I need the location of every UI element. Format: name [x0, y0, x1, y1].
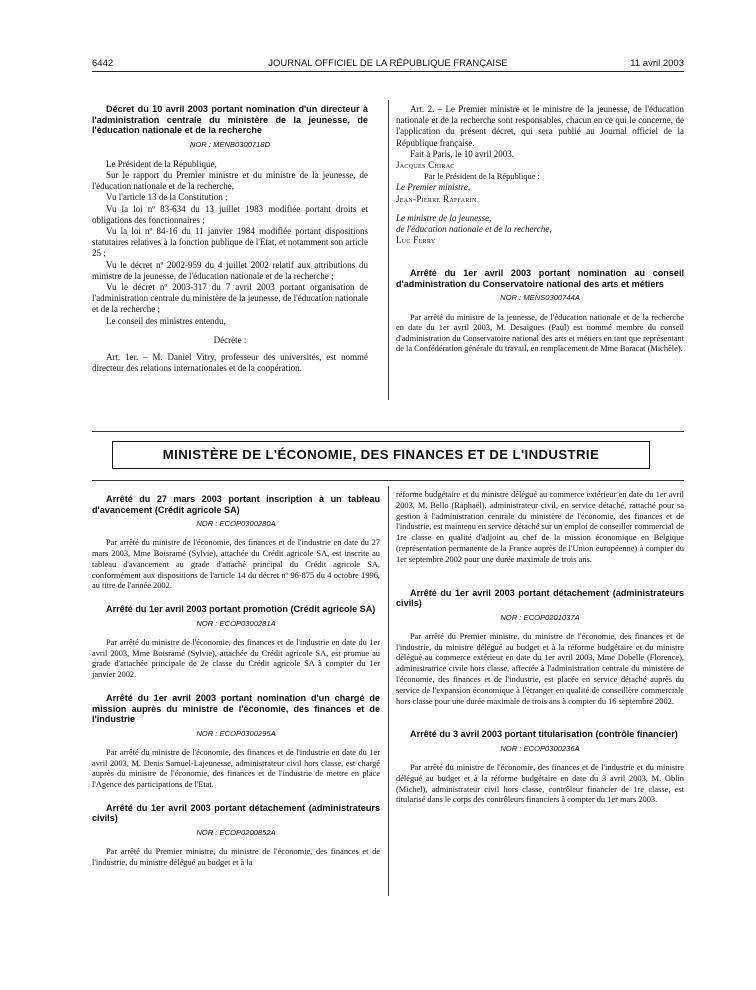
section-rule-top: [92, 431, 684, 432]
arrete-title: Arrêté du 1er avril 2003 portant détachement (administrateurs civils): [396, 587, 684, 609]
arrete-nor: [92, 518, 380, 529]
decret-paragraph: Vu le décret nº 2002-959 du 4 juillet 2002 relatif aux attributions du ministre de la jeunesse, de l'éducation nationale et de la recherche ;: [92, 259, 368, 281]
arrete-body: Par arrêté du Premier ministre, du ministre de l'économie, des finances et de l'industrie, du ministre délégué au budget et à la réforme budgétaire et du ministre délégué au commerce extérieur en date du 1er avril 2003, Mme Dobelle (Florence), administratrice civile hors classe, affectée à l'administration centrale du ministère de l'économie, des finances et de l'industrie, est placée en service détaché auprès du service de l'expansion économique à l'étranger en qualité de conseillère commerciale hors classe pour une durée maximale de trois ans à compter du 16 septembre 2002.: [396, 631, 684, 706]
arrete-nor: [92, 827, 380, 838]
ministre-label-line2: de l'éducation nationale et de la recherche,: [396, 224, 552, 235]
bottom-right-column: [396, 490, 684, 806]
arrete-title: Arrêté du 3 avril 2003 portant titularisation (contrôle financier): [410, 729, 678, 740]
decret-paragraph: Le Président de la République,: [106, 158, 217, 169]
decret-column: [92, 104, 368, 374]
arrete-body: Par arrêté du ministre de l'économie, des finances et de l'industrie en date du 1er avril 2003, M. Denis Samuel-Lajeunesse, administrateur civil hors classe, est chargé auprès du ministre de l'économie, des finances et de l'industrie de mettre en place l'Agence des participations de l'Etat.: [92, 747, 380, 790]
arrete-nor-text: NOR : ECOP0200852A: [196, 827, 276, 837]
arrete-continuation: réforme budgétaire et du ministre délégué au commerce extérieur en date du 1er avril 2003, M. Bello (Raphaël), administrateur civil, en service détaché, rattaché pour sa gestion à l'administration centrale du ministère de l'économie, des finances et de l'industrie, est maintenu en service détaché sur un emploi de conseiller commercial de 1re classe en qualité d'adjoint au chef de la mission économique en Belgique (représentation permanente de la France auprès de l'Union européenne) à compter du 1er septembre 2002 pour une durée maximale de trois ans.: [396, 490, 684, 564]
arrete-conservatoire-nor: [396, 292, 684, 303]
decret-nor: [92, 139, 368, 150]
signature-president: Jacques Chirac: [396, 160, 455, 171]
bottom-left-column: [92, 494, 380, 869]
premier-ministre-name: Jean-Pierre Raffarin: [396, 193, 477, 204]
premier-ministre-label: Le Premier ministre,: [396, 182, 471, 193]
arrete-nor-text: NOR : ECOP0300236A: [500, 743, 580, 753]
arrete-nor-text: NOR : ECOP0300281A: [196, 618, 276, 628]
column-divider-bottom: [388, 486, 389, 896]
arrete-title: Arrêté du 1er avril 2003 portant promotion (Crédit agricole SA): [106, 604, 376, 615]
arrete-nor: [92, 618, 380, 629]
decret-paragraph: Le conseil des ministres entendu,: [106, 315, 226, 326]
arrete-body: Par arrêté du ministre de l'économie, des finances et de l'industrie en date du 1er avril 2003, Mme Boisramé (Sylvie), attachée du Crédit agricole SA, est promue au grade d'attachée principale de 2e classe du Crédit agricole SA à compter du 1er janvier 2002.: [92, 637, 380, 680]
arrete-conservatoire-title: Arrêté du 1er avril 2003 portant nomination au conseil d'administration du Conservatoire national des arts et métiers: [396, 268, 684, 289]
decret-continuation-column: [396, 104, 684, 355]
issue-date: 11 avril 2003: [630, 58, 684, 69]
page-header: [92, 58, 684, 72]
arrete-body: Par arrêté du ministre de l'économie, des finances et de l'industrie et du ministre délégué au budget et à la réforme budgétaire en date du 3 avril 2003, M. Oblin (Michel), administrateur civil hors classe, contrôleur financier de 1re classe, est titularisé dans le corps des contrôleurs financiers à compter du 1er mars 2003.: [396, 763, 684, 805]
decret-paragraph: Vu la loi nº 84-16 du 11 janvier 1984 modifiée portant dispositions statutaires relatives à la fonction publique de l'Etat, et notamment son article 25 ;: [92, 225, 368, 259]
arrete-body: Par arrêté du ministre de l'économie, des finances et de l'industrie en date du 27 mars 2003, Mme Boisramé (Sylvie), attachée du Crédit agricole SA, est inscrite au tableau d'avancement au grade d'attaché principal du Crédit agricole SA, conformément aux dispositions de l'article 14 du décret nº 96-875 du 4 octobre 1996, au titre de l'année 2002.: [92, 538, 380, 591]
arrete-nor: [92, 728, 380, 739]
arrete-title: Arrêté du 27 mars 2003 portant inscription à un tableau d'avancement (Crédit agricole SA): [92, 494, 380, 515]
decrete: Décrète :: [213, 334, 247, 345]
arrete-nor-text: NOR : ECOP0201037A: [500, 612, 580, 622]
section-rule-bottom: [92, 480, 684, 481]
journal-title: JOURNAL OFFICIEL DE LA RÉPUBLIQUE FRANÇAISE: [268, 58, 508, 69]
decret-paragraph: Vu la loi nº 83-634 du 13 juillet 1983 modifiée portant droits et obligations des fonctionnaires ;: [92, 203, 368, 225]
arrete-title: Arrêté du 1er avril 2003 portant nomination d'un chargé de mission auprès du ministre de l'économie, des finances et de l'industrie: [92, 693, 380, 725]
arrete-body: Par arrêté du Premier ministre, du ministre de l'économie, des finances et de l'industrie, du ministre délégué au budget et à la: [92, 847, 380, 867]
arrete-nor: [396, 743, 684, 754]
ministry-banner: MINISTÈRE DE L'ÉCONOMIE, DES FINANCES ET DE L'INDUSTRIE: [112, 441, 650, 469]
column-divider-top: [388, 100, 389, 400]
decret-paragraph: Vu l'article 13 de la Constitution ;: [106, 192, 228, 203]
arrete-nor-text: NOR : ECOP0300295A: [196, 728, 276, 738]
arrete-nor: [396, 612, 684, 623]
arrete-nor-text: NOR : ECOP0300280A: [196, 519, 276, 528]
ministre-label-line1: Le ministre de la jeunesse,: [396, 212, 492, 223]
arrete-conservatoire-nor-text: NOR : MENS0300744A: [500, 293, 580, 303]
decret-title: Décret du 10 avril 2003 portant nomination d'un directeur à l'administration centrale du ministère de la jeunesse, de l'éducation nationale et de la recherche: [92, 104, 368, 135]
par-le-president: Par le Président de la République :: [424, 172, 540, 182]
fait-a-paris: Fait à Paris, le 10 avril 2003.: [410, 148, 514, 159]
decret-nor-text: NOR : MENB0300718D: [189, 139, 271, 149]
arrete-conservatoire-body: Par arrêté du ministre de la jeunesse, de l'éducation nationale et de la recherche en date du 1er avril 2003, M. Desaigues (Paul) est nommé membre du conseil d'administration du Conservatoire national des arts et métiers en tant que représentant de la Confédération générale du travail, en remplacement de Mme Baracat (Michèle).: [396, 312, 684, 354]
decret-paragraph: Vu le décret nº 2003-317 du 7 avril 2003 portant organisation de l'administration centrale du ministère de la jeunesse, de l'éducation nationale et de la recherche ;: [92, 281, 368, 315]
arrete-title: Arrêté du 1er avril 2003 portant détachement (administrateurs civils): [92, 802, 380, 824]
ministre-name: Luc Ferry: [396, 235, 436, 246]
decret-paragraph: Sur le rapport du Premier ministre et du ministre de la jeunesse, de l'éducation nationale et de la recherche,: [92, 169, 368, 192]
header-rule: [92, 71, 684, 72]
article-2: Art. 2. – Le Premier ministre et le ministre de la jeunesse, de l'éducation nationale et de la recherche sont responsables, chacun en ce qui le concerne, de l'application du présent décret, qui sera publié au Journal officiel de la République française.: [396, 104, 684, 148]
article-1: Art. 1er. – M. Daniel Vitry, professeur des universités, est nommé directeur des relations internationales et de la coopération.: [92, 351, 368, 374]
page-number: 6442: [92, 58, 114, 69]
